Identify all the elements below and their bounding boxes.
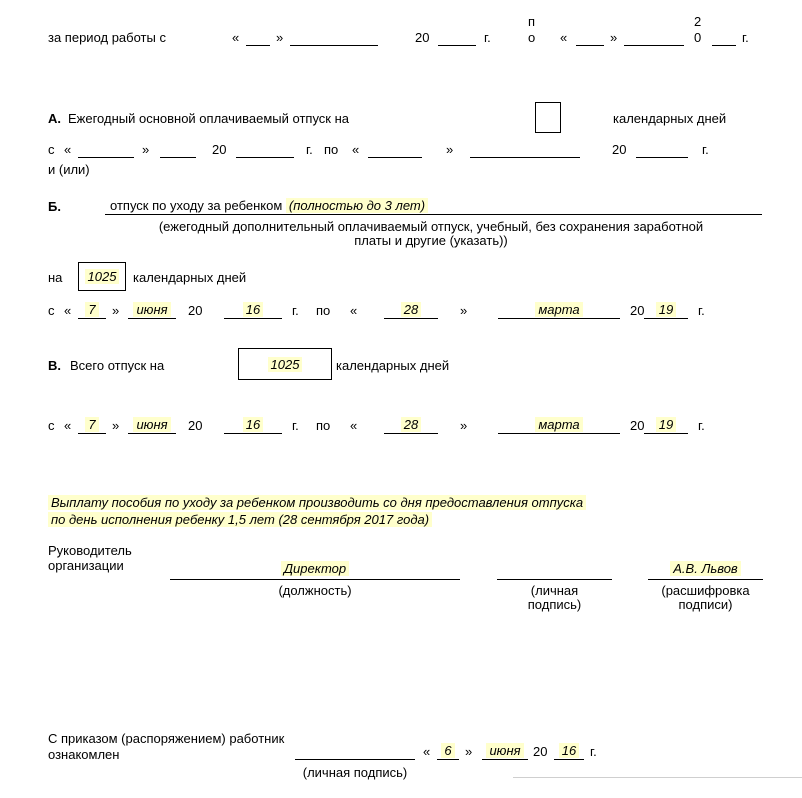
section-b-caption-line1: (ежегодный дополнительный оплачиваемый отпуск, учебный, без сохранения заработной <box>158 219 704 234</box>
signature-name-value: А.В. Львов <box>670 561 740 576</box>
b-to-day-value: 28 <box>401 302 421 317</box>
v-from-month-blank <box>128 416 176 434</box>
section-a-title-row <box>0 102 802 133</box>
to-label: по <box>528 14 536 45</box>
section-b-days-label: на <box>48 270 63 285</box>
v-to-year-blank <box>644 416 688 434</box>
quote-close: » <box>610 30 618 45</box>
quote-open: « <box>350 303 358 318</box>
century-label: 20 <box>415 30 430 45</box>
century-label: 20 <box>533 744 548 759</box>
a-to-day-blank <box>368 140 422 158</box>
signature-sign-line <box>497 560 612 580</box>
year-suffix: г. <box>306 142 313 157</box>
ack-label-line2: ознакомлен <box>48 747 120 762</box>
benefit-note-line1: Выплату пособия по уходу за ребенком производить со дня предоставления отпуска <box>48 495 586 510</box>
section-v-days-value: 1025 <box>268 357 303 372</box>
section-b-caption-line2: платы и другие (указать)) <box>354 233 508 248</box>
century-label: 20 <box>630 303 645 318</box>
benefit-note-line2: по день исполнения ребенку 1,5 лет (28 сентября 2017 года) <box>48 512 432 527</box>
signature-name-line <box>648 560 763 580</box>
v-from-month-value: июня <box>133 417 170 432</box>
year-suffix: г. <box>292 418 299 433</box>
quote-close: » <box>460 418 468 433</box>
quote-open: « <box>423 744 431 759</box>
ack-label-line1: С приказом (распоряжением) работник <box>48 731 285 746</box>
section-b-days-suffix: календарных дней <box>133 270 247 285</box>
quote-open: « <box>64 418 72 433</box>
quote-close: » <box>460 303 468 318</box>
ack-sign-blank <box>295 742 415 760</box>
year-suffix: г. <box>484 30 491 45</box>
to-label: по <box>316 418 331 433</box>
section-v-days-suffix: календарных дней <box>336 358 450 373</box>
quote-open: « <box>560 30 568 45</box>
v-to-year-value: 19 <box>656 417 676 432</box>
ack-year-value: 16 <box>559 743 579 758</box>
a-from-day-blank <box>78 140 134 158</box>
signature-role-label <box>48 543 132 573</box>
section-v-title: Всего отпуск на <box>70 358 165 373</box>
quote-open: « <box>232 30 240 45</box>
a-to-year-blank <box>636 140 688 158</box>
section-b-dates-row <box>0 298 802 319</box>
section-v-days-box <box>238 348 332 380</box>
year-suffix: г. <box>702 142 709 157</box>
v-from-year-value: 16 <box>243 417 263 432</box>
section-b-letter: Б. <box>48 199 61 214</box>
period-from-year-blank <box>438 28 476 46</box>
section-a-days-suffix: календарных дней <box>613 111 727 126</box>
ack-sign-caption: (личная подпись) <box>302 765 408 780</box>
to-label: по <box>324 142 339 157</box>
section-b-title-row <box>0 194 802 215</box>
section-a-letter: А. <box>48 111 61 126</box>
v-to-day-value: 28 <box>401 417 421 432</box>
section-b-days-box <box>78 262 126 291</box>
signature-role-line2: организации <box>48 558 124 573</box>
section-b-days-value: 1025 <box>85 269 120 284</box>
b-from-year-value: 16 <box>243 302 263 317</box>
quote-open: « <box>350 418 358 433</box>
to-label: по <box>316 303 331 318</box>
signature-sign-caption-line2: подпись) <box>527 597 582 612</box>
b-to-month-blank <box>498 301 620 319</box>
period-from-day-blank <box>246 28 270 46</box>
acknowledgement-block <box>0 730 802 760</box>
v-to-month-value: марта <box>535 417 582 432</box>
ack-year-blank <box>554 742 584 760</box>
century-label: 20 <box>630 418 645 433</box>
quote-close: » <box>112 303 120 318</box>
and-or-label: и (или) <box>48 162 90 177</box>
year-suffix: г. <box>742 30 749 45</box>
ack-label <box>48 731 284 763</box>
section-v-title-row <box>0 349 802 380</box>
signature-sign-caption <box>497 584 612 612</box>
signature-position-line <box>170 560 460 580</box>
century-label: 20 <box>212 142 227 157</box>
b-from-year-blank <box>224 301 282 319</box>
signature-position-caption: (должность) <box>278 583 352 598</box>
section-b-title-line <box>105 198 762 215</box>
ack-day-value: 6 <box>441 743 454 758</box>
v-to-day-blank <box>384 416 438 434</box>
b-from-day-blank <box>78 301 106 319</box>
section-v-letter: В. <box>48 358 61 373</box>
b-to-year-blank <box>644 301 688 319</box>
b-from-day-value: 7 <box>85 302 98 317</box>
from-label: с <box>48 142 55 157</box>
a-to-month-blank <box>470 140 580 158</box>
from-label: с <box>48 303 55 318</box>
section-a-title: Ежегодный основной оплачиваемый отпуск на <box>68 111 350 126</box>
section-b-title: отпуск по уходу за ребенком <box>110 198 283 213</box>
b-from-month-blank <box>128 301 176 319</box>
signature-position-value: Директор <box>281 561 349 576</box>
a-from-year-blank <box>236 140 294 158</box>
and-or-row <box>0 160 802 178</box>
quote-close: » <box>446 142 454 157</box>
century-label: 20 <box>612 142 627 157</box>
v-from-day-value: 7 <box>85 417 98 432</box>
signature-name-caption <box>648 584 763 612</box>
v-from-year-blank <box>224 416 282 434</box>
quote-close: » <box>276 30 284 45</box>
period-to-year-blank <box>712 28 736 46</box>
from-label: с <box>48 418 55 433</box>
ack-day-blank <box>437 742 459 760</box>
section-a-days-box <box>535 102 561 133</box>
quote-close: » <box>142 142 150 157</box>
year-suffix: г. <box>590 744 597 759</box>
quote-close: » <box>465 744 473 759</box>
century-label: 20 <box>188 303 203 318</box>
signature-role-line1: Руководитель <box>48 543 132 558</box>
signature-name-caption-line2: подписи) <box>678 597 733 612</box>
quote-open: « <box>352 142 360 157</box>
v-from-day-blank <box>78 416 106 434</box>
b-to-year-value: 19 <box>656 302 676 317</box>
signature-name-caption-line1: (расшифровка <box>661 583 750 598</box>
year-suffix: г. <box>698 303 705 318</box>
section-b-caption-block <box>105 220 757 248</box>
quote-close: » <box>112 418 120 433</box>
b-from-month-value: июня <box>133 302 170 317</box>
ack-month-value: июня <box>486 743 523 758</box>
a-from-month-blank <box>160 140 196 158</box>
signature-sign-caption-line1: (личная <box>530 583 579 598</box>
divider-line <box>513 777 802 778</box>
year-suffix: г. <box>698 418 705 433</box>
period-to-month-blank <box>624 28 684 46</box>
section-b-days-row <box>0 262 802 291</box>
b-to-month-value: марта <box>535 302 582 317</box>
section-a-dates-row <box>0 138 802 158</box>
century-label: 20 <box>188 418 203 433</box>
quote-open: « <box>64 142 72 157</box>
period-to-day-blank <box>576 28 604 46</box>
year-suffix: г. <box>292 303 299 318</box>
period-from-month-blank <box>290 28 378 46</box>
quote-open: « <box>64 303 72 318</box>
section-b-title-value: (полностью до 3 лет) <box>286 198 428 213</box>
ack-month-blank <box>482 742 528 760</box>
period-label: за период работы с <box>48 30 166 45</box>
v-to-month-blank <box>498 416 620 434</box>
section-v-dates-row <box>0 413 802 434</box>
century-label: 20 <box>694 14 702 45</box>
period-row <box>0 14 802 46</box>
b-to-day-blank <box>384 301 438 319</box>
